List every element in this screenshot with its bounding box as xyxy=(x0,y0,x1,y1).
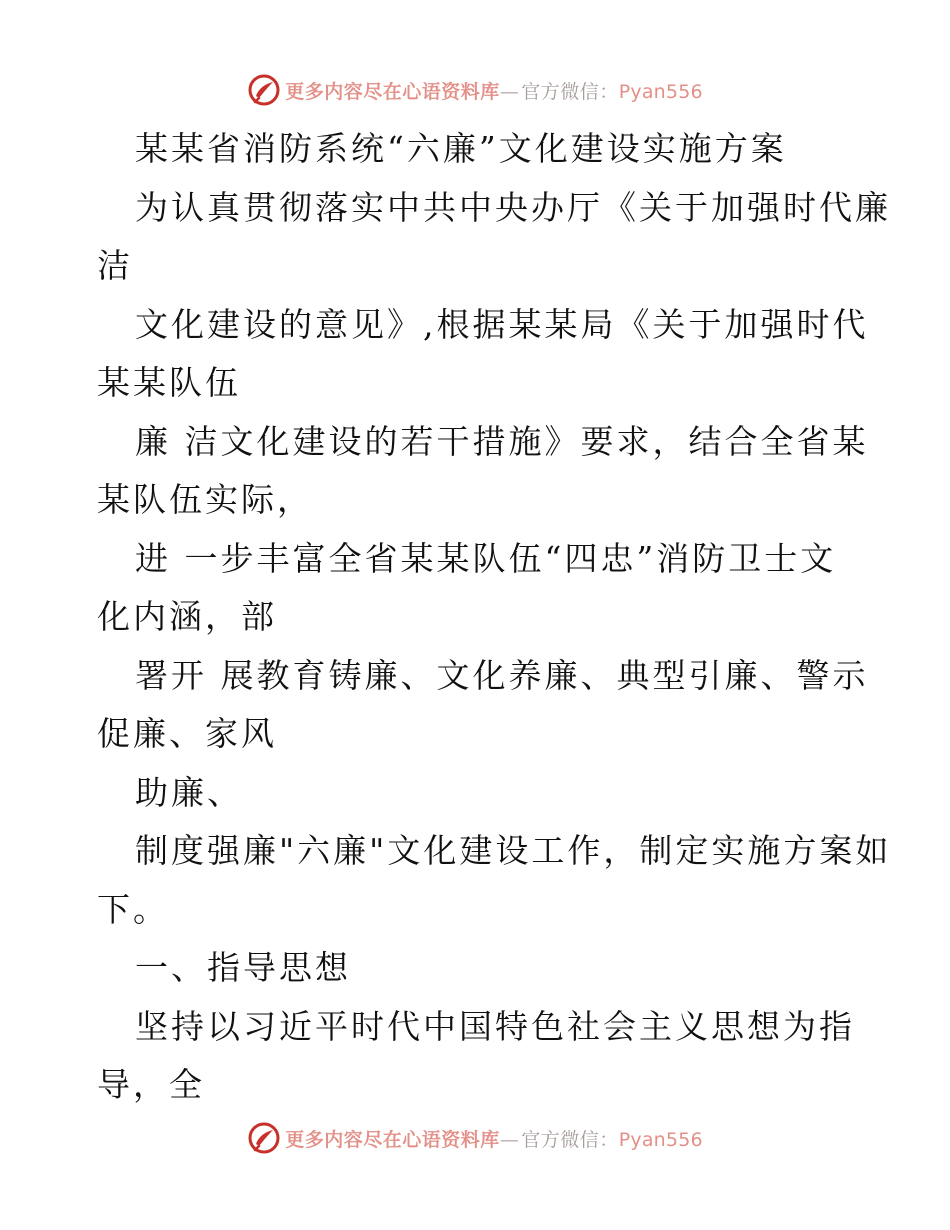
document-line: 坚持以习近平时代中国特色社会主义思想为指 xyxy=(135,1006,855,1046)
document-line: 某队伍实际， xyxy=(97,480,313,519)
header-banner xyxy=(0,70,950,110)
header-brand-text: 更多内容尽在心语资料库 xyxy=(285,80,500,103)
document-line: 制度强廉"六廉"文化建设工作，制定实施方案如 xyxy=(135,831,892,870)
header-dash: — xyxy=(499,80,520,103)
document-body xyxy=(97,120,892,1115)
header-banner-inner xyxy=(247,73,703,107)
document-line: 化内涵，部 xyxy=(97,597,277,636)
header-official-label: 官方微信： xyxy=(521,80,619,103)
footer-dash: — xyxy=(499,1128,520,1151)
header-banner-text xyxy=(285,77,703,104)
footer-banner-inner xyxy=(247,1121,703,1155)
document-line: 助廉、 xyxy=(135,772,243,812)
footer-brand-text: 更多内容尽在心语资料库 xyxy=(285,1128,500,1151)
document-line: 某某队伍 xyxy=(97,363,241,402)
brand-logo-icon xyxy=(247,73,281,107)
footer-banner xyxy=(0,1118,950,1158)
document-line: 为认真贯彻落实中共中央办厅《关于加强时代廉 xyxy=(135,187,891,227)
footer-official-label: 官方微信： xyxy=(521,1128,619,1151)
document-line: 促廉、家风 xyxy=(97,714,277,753)
footer-wechat-id: Pyan556 xyxy=(618,1128,703,1151)
document-line: 下。 xyxy=(97,889,169,929)
document-line: 文化建设的意见》,根据某某局《关于加强时代 xyxy=(135,304,869,344)
footer-banner-text xyxy=(285,1125,703,1152)
document-line: 进 一步丰富全省某某队伍“四忠”消防卫士文 xyxy=(135,538,837,578)
document-line: 导，全 xyxy=(97,1065,205,1104)
document-line: 某某省消防系统“六廉”文化建设实施方案 xyxy=(135,129,787,168)
brand-logo-icon xyxy=(247,1121,281,1155)
document-line: 署开 展教育铸廉、文化养廉、典型引廉、警示 xyxy=(135,655,869,695)
document-line: 廉 洁文化建设的若干措施》要求，结合全省某 xyxy=(135,421,869,461)
document-line: 一、指导思想 xyxy=(135,948,351,987)
header-wechat-id: Pyan556 xyxy=(618,80,703,103)
document-line: 洁 xyxy=(97,246,133,285)
